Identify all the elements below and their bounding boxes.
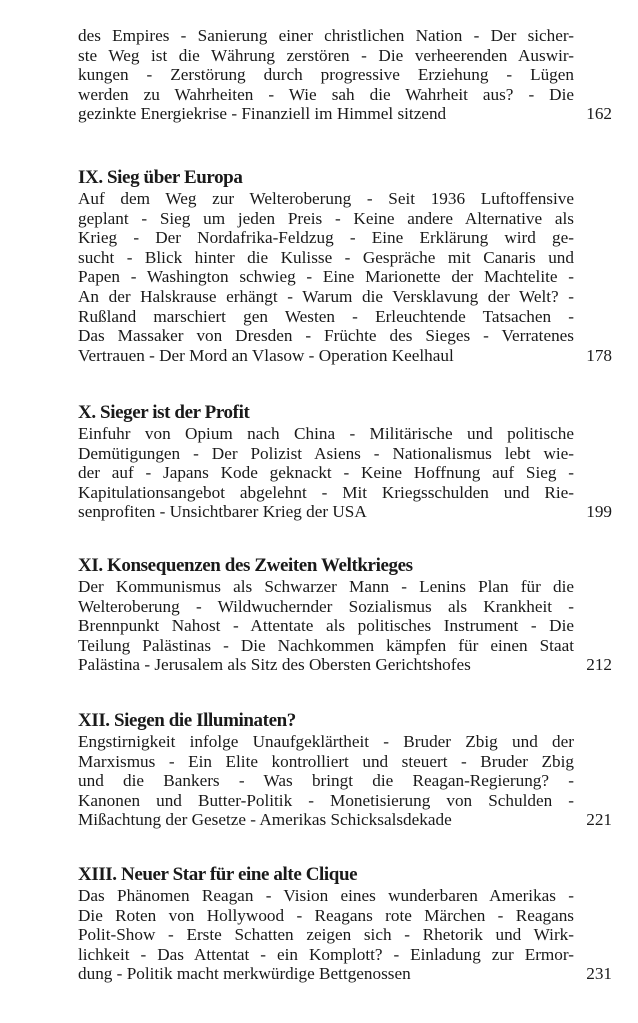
entry-line: Palästina - Jerusalem als Sitz des Obersten Gerichtshofes — [78, 655, 471, 675]
entry-line: Krieg - Der Nordafrika-Feldzug - Eine Erklärung wird ge- — [78, 228, 574, 248]
entry-line: lichkeit - Das Attentat - ein Komplott? - Einladung zur Ermor- — [78, 944, 574, 964]
toc-entry-xii — [78, 710, 612, 830]
chapter-title: IX. Sieg über Europa — [78, 167, 243, 188]
entry-line: Papen - Washington schwieg - Eine Marionette der Machtelite - — [78, 267, 574, 287]
chapter-title: X. Sieger ist der Profit — [78, 402, 250, 423]
toc-entry-x — [78, 402, 612, 522]
page-number: 199 — [586, 502, 612, 522]
entry-line: werden zu Wahrheiten - Wie sah die Wahrheit aus? - Die — [78, 84, 574, 104]
page-number: 221 — [586, 810, 612, 830]
toc-entry-xi — [78, 555, 612, 675]
entry-line: Auf dem Weg zur Welteroberung - Seit 1936 Luftoffensive — [78, 189, 574, 208]
toc-entry-xiii — [78, 864, 612, 984]
chapter-title: XII. Siegen die Illuminaten? — [78, 710, 296, 731]
entry-line: ste Weg ist die Währung zerstören - Die verheerenden Auswir- — [78, 45, 574, 65]
entry-line: Teilung Palästinas - Die Nachkommen kämpfen für einen Staat — [78, 635, 574, 655]
entry-line: Brennpunkt Nahost - Attentate als politisches Instrument - Die — [78, 616, 574, 636]
page-number: 231 — [586, 964, 612, 984]
entry-line: Marxismus - Ein Elite kontrolliert und steuert - Bruder Zbig — [78, 751, 574, 771]
entry-line: Das Massaker von Dresden - Früchte des Sieges - Verratenes — [78, 326, 574, 346]
entry-line: An der Halskrause erhängt - Warum die Versklavung der Welt? - — [78, 286, 574, 306]
page-number: 162 — [586, 104, 612, 124]
entry-line: dung - Politik macht merkwürdige Bettgenossen — [78, 964, 411, 984]
entry-line: Mißachtung der Gesetze - Amerikas Schicksalsdekade — [78, 810, 452, 830]
entry-line: Vertrauen - Der Mord an Vlasow - Operation Keelhaul — [78, 345, 454, 365]
entry-line: Kapitulationsangebot abgelehnt - Mit Kriegsschulden und Rie- — [78, 482, 574, 502]
entry-line: Demütigungen - Der Polizist Asiens - Nationalismus lebt wie- — [78, 443, 574, 463]
toc-entry-ix — [78, 167, 612, 365]
entry-line: Engstirnigkeit infolge Unaufgeklärtheit - Bruder Zbig und der — [78, 732, 574, 751]
entry-line: Kanonen und Butter-Politik - Monetisierung von Schulden - — [78, 790, 574, 810]
page-number: 178 — [586, 345, 612, 365]
entry-line: Polit-Show - Erste Schatten zeigen sich - Rhetorik und Wirk- — [78, 925, 574, 945]
entry-line: des Empires - Sanierung einer christlichen Nation - Der sicher- — [78, 26, 574, 45]
entry-line: Das Phänomen Reagan - Vision eines wunderbaren Amerikas - — [78, 886, 574, 905]
entry-line: kungen - Zerstörung durch progressive Erziehung - Lügen — [78, 65, 574, 85]
entry-line: und die Bankers - Was bringt die Reagan-Regierung? - — [78, 771, 574, 791]
entry-line: Welteroberung - Wildwuchernder Sozialismus als Krankheit - — [78, 596, 574, 616]
entry-line: geplant - Sieg um jeden Preis - Keine andere Alternative als — [78, 208, 574, 228]
entry-line: senprofiten - Unsichtbarer Krieg der USA — [78, 502, 367, 522]
entry-line: Rußland marschiert gen Westen - Erleuchtende Tatsachen - — [78, 306, 574, 326]
entry-line: sucht - Blick hinter die Kulisse - Gespräche mit Canaris und — [78, 247, 574, 267]
chapter-title: XIII. Neuer Star für eine alte Clique — [78, 864, 358, 885]
page-number: 212 — [586, 655, 612, 675]
entry-line: gezinkte Energiekrise - Finanziell im Himmel sitzend — [78, 104, 447, 124]
chapter-title: XI. Konsequenzen des Zweiten Weltkrieges — [78, 555, 413, 576]
entry-line: Die Roten von Hollywood - Reagans rote Märchen - Reagans — [78, 905, 574, 925]
entry-line: Der Kommunismus als Schwarzer Mann - Lenins Plan für die — [78, 577, 574, 596]
toc-entry-continuation — [78, 26, 612, 124]
entry-line: der auf - Japans Kode geknackt - Keine Hoffnung auf Sieg - — [78, 463, 574, 483]
entry-line: Einfuhr von Opium nach China - Militärische und politische — [78, 424, 574, 443]
